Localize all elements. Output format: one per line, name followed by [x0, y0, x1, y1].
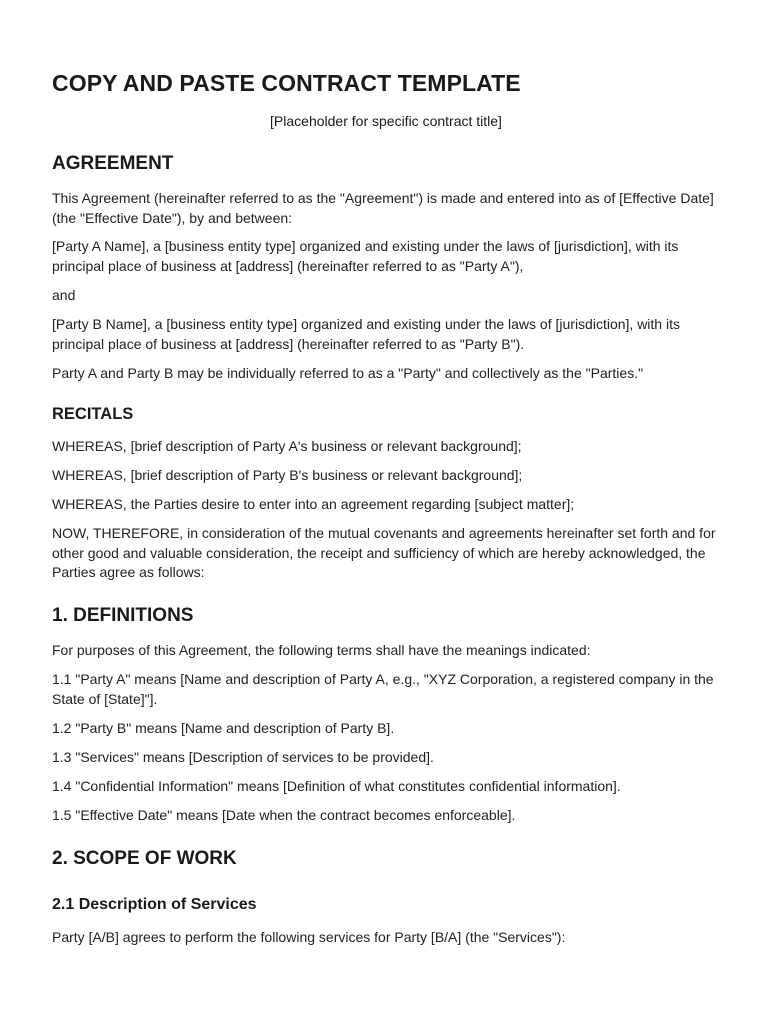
definition-1-5: 1.5 "Effective Date" means [Date when the contract becomes enforceable].: [52, 807, 516, 823]
definitions-heading: 1. DEFINITIONS: [52, 605, 194, 626]
recitals-heading: RECITALS: [52, 405, 134, 423]
definition-1-3: 1.3 "Services" means [Description of services to be provided].: [52, 749, 434, 765]
whereas-paragraph-2: WHEREAS, [brief description of Party B's business or relevant background];: [52, 467, 523, 483]
whereas-paragraph-3: WHEREAS, the Parties desire to enter into an agreement regarding [subject matter];: [52, 496, 575, 512]
now-therefore-paragraph: NOW, THEREFORE, in consideration of the mutual covenants and agreements hereinafter set forth and for other good and valuable consideration, the receipt and sufficiency of which are hereby acknowledged, the Parties agree as follows:: [52, 525, 716, 580]
definition-1-2: 1.2 "Party B" means [Name and description of Party B].: [52, 720, 395, 736]
definitions-intro: For purposes of this Agreement, the following terms shall have the meanings indicated:: [52, 642, 591, 658]
agreement-heading: AGREEMENT: [52, 153, 174, 174]
document-title: COPY AND PASTE CONTRACT TEMPLATE: [52, 70, 521, 96]
and-paragraph: and: [52, 287, 76, 303]
document-subtitle: [Placeholder for specific contract title]: [270, 113, 502, 129]
parties-paragraph: Party A and Party B may be individually referred to as a "Party" and collectively as the "Parties.": [52, 365, 644, 381]
scope-paragraph: Party [A/B] agrees to perform the following services for Party [B/A] (the "Services"):: [52, 929, 566, 945]
definition-1-1: 1.1 "Party A" means [Name and description of Party A, e.g., "XYZ Corporation, a registered company in the State of [State]"].: [52, 671, 714, 707]
agreement-intro: This Agreement (hereinafter referred to as the "Agreement") is made and entered into as of [Effective Date] (the "Effective Date"), by and between:: [52, 190, 714, 226]
party-a-paragraph: [Party A Name], a [business entity type] organized and existing under the laws of [jurisdiction], with its principal place of business at [address] (hereinafter referred to as "Party A"),: [52, 238, 679, 274]
scope-heading: 2. SCOPE OF WORK: [52, 848, 237, 869]
scope-subheading: 2.1 Description of Services: [52, 896, 257, 913]
party-b-paragraph: [Party B Name], a [business entity type] organized and existing under the laws of [jurisdiction], with its principal place of business at [address] (hereinafter referred to as "Party B").: [52, 316, 680, 352]
whereas-paragraph-1: WHEREAS, [brief description of Party A's business or relevant background];: [52, 438, 522, 454]
definition-1-4: 1.4 "Confidential Information" means [Definition of what constitutes confidential information].: [52, 778, 621, 794]
